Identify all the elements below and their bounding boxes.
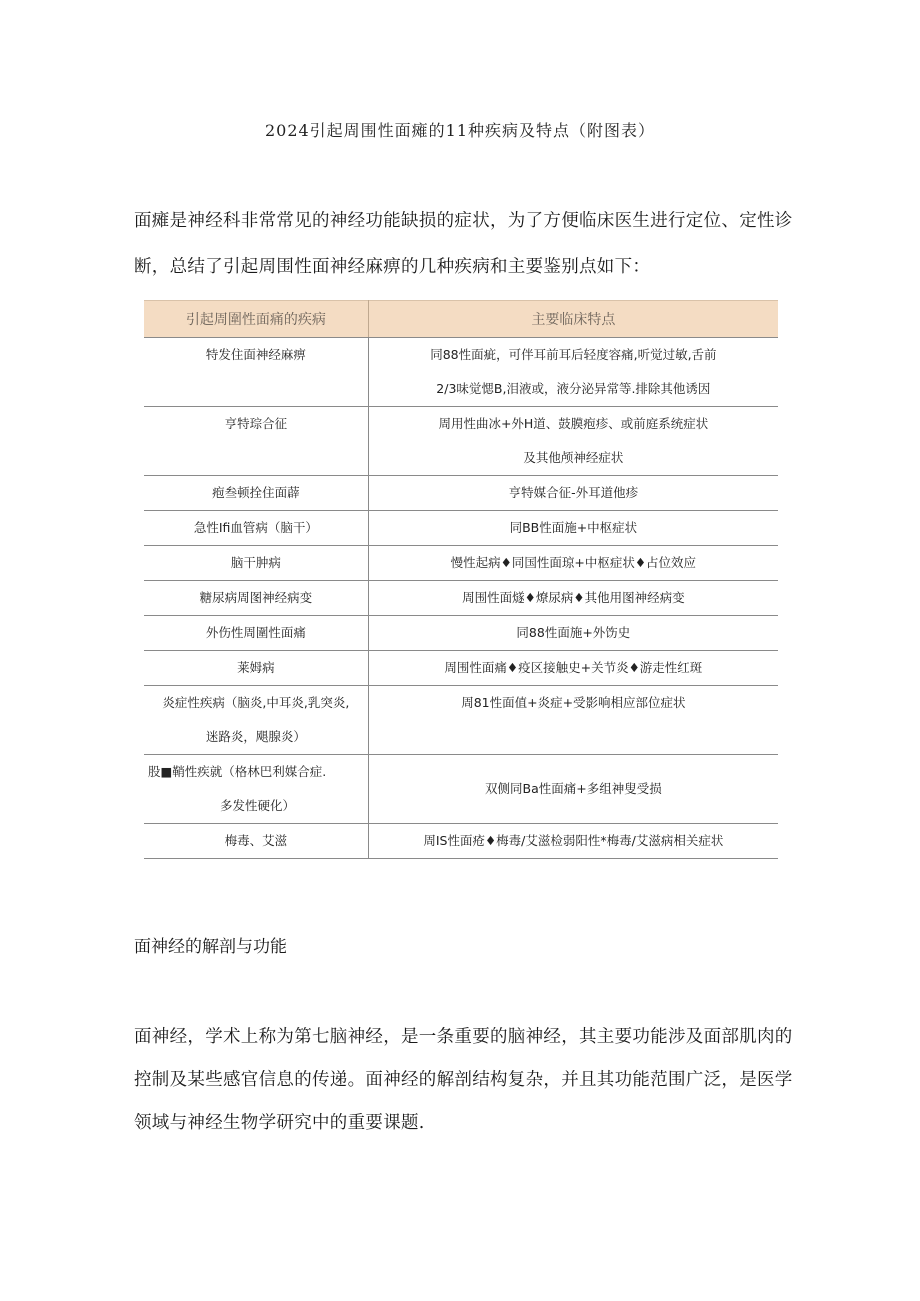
disease-line: 迷路炎，飓腺炎）: [205, 729, 306, 744]
disease-line: 炎症性疾病（脑炎,中耳炎,乳突炎,: [162, 695, 350, 710]
features-cell: 慢性起病♦同国性面琼+中枢症状♦占位效应: [368, 546, 778, 581]
features-cell: 周IS性面疮♦梅毒/艾滋检弱阳性*梅毒/艾滋病相关症状: [368, 824, 778, 859]
disease-cell: 疱叁顿拴住面薜: [144, 476, 368, 511]
table-row: [144, 407, 778, 476]
disease-table: [144, 300, 778, 859]
disease-cell: 特发住面神经麻痹: [144, 338, 368, 407]
disease-cell: 急性Ifi血管病（脑干）: [144, 511, 368, 546]
table-row: [144, 338, 778, 407]
table-row: [144, 824, 778, 859]
features-cell: 亨特媒合征-外耳道他疹: [368, 476, 778, 511]
features-cell: 周围性面痛♦疫区接触史+关节炎♦游走性红斑: [368, 651, 778, 686]
feature-line: 同88性面疵，可伴耳前耳后轻度容痛,听觉过敏,舌前: [430, 347, 717, 362]
disease-cell: 糖尿病周图神经病变: [144, 581, 368, 616]
header-disease: 引起周圍性面痛的疾病: [144, 301, 368, 338]
section-heading: 面神经的解剖与功能: [134, 937, 287, 957]
header-features: 主要临床特点: [368, 301, 778, 338]
table-row: [144, 651, 778, 686]
disease-cell: [144, 755, 368, 824]
body-paragraph: 面神经，学术上称为第七脑神经，是一条重要的脑神经，其主要功能涉及面部肌肉的控制及某些感官信息的传递。面神经的解剖结构复杂，并且其功能范围广泛，是医学领域与神经生物学研究中的重要课题.: [134, 1027, 793, 1133]
table-row: [144, 581, 778, 616]
features-cell: 周围性面燧♦燎尿病♦其他用图神经病变: [368, 581, 778, 616]
table-row: [144, 476, 778, 511]
document-title: 2024引起周围性面瘫的11种疾病及特点（附图表）: [264, 121, 656, 140]
features-cell: 同BB性面施+中枢症状: [368, 511, 778, 546]
disease-cell: 脑干肿病: [144, 546, 368, 581]
disease-line: 多发性硬化）: [220, 798, 296, 813]
features-cell: [368, 407, 778, 476]
disease-line: 股■鞘性疾就（格林巴利媒合症.: [148, 764, 327, 779]
disease-cell: [144, 686, 368, 755]
table-row: [144, 546, 778, 581]
feature-line: 2/3味觉愢B,泪液或，液分泌异常等.排除其他诱因: [436, 381, 711, 396]
disease-cell: 外伤性周圍性面痛: [144, 616, 368, 651]
feature-line: 及其他颅神经症状: [523, 450, 624, 465]
disease-cell: 梅毒、艾滋: [144, 824, 368, 859]
disease-cell: 莱姆病: [144, 651, 368, 686]
table-row: [144, 511, 778, 546]
features-cell: 周81性面值+炎症+受影响相应部位症状: [368, 686, 778, 755]
table-row: [144, 686, 778, 755]
disease-cell: 亨特琮合征: [144, 407, 368, 476]
feature-line: 周用性曲冰+外H道、鼓膜疱疹、或前庭系统症状: [438, 416, 709, 431]
table-row: [144, 755, 778, 824]
table-row: [144, 616, 778, 651]
features-cell: 双侧同Ba性面痛+多组神叟受损: [368, 755, 778, 824]
features-cell: 同88性面施+外饬史: [368, 616, 778, 651]
table-header-row: [144, 301, 778, 338]
features-cell: [368, 338, 778, 407]
intro-paragraph: 面瘫是神经科非常常见的神经功能缺损的症状，为了方便临床医生进行定位、定性诊断，总结了引起周围性面神经麻痹的几种疾病和主要鉴别点如下：: [134, 211, 793, 277]
